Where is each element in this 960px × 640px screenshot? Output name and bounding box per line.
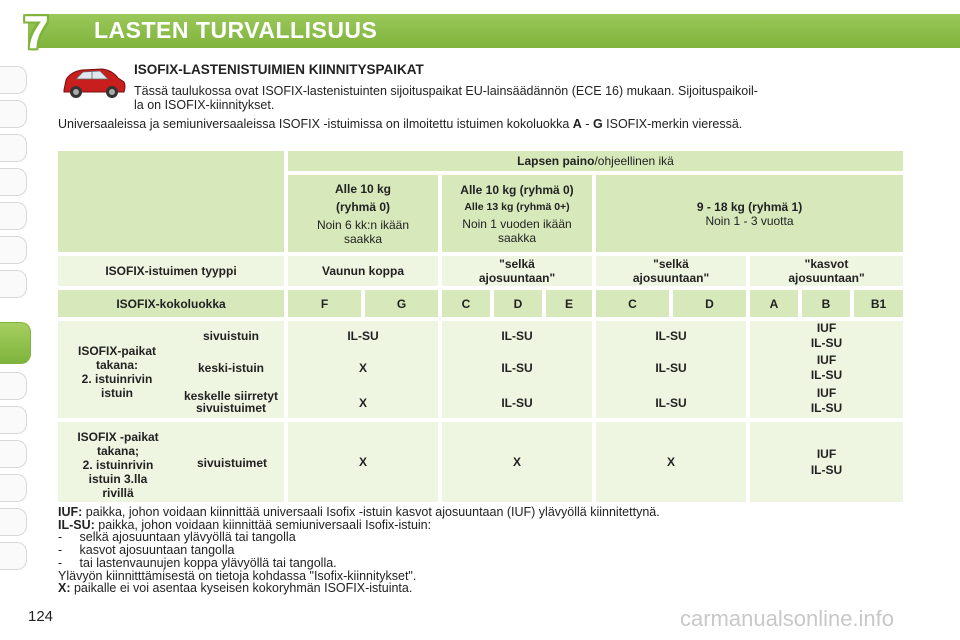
third-forward-iuf: IUF xyxy=(816,447,837,461)
third-row-label-l5: rivillä xyxy=(102,486,134,500)
size-class-note xyxy=(58,117,938,131)
seat-moved-side-l1: keskelle siirretyt xyxy=(183,389,279,403)
side-tab-6[interactable] xyxy=(0,236,27,264)
side-tab-10[interactable] xyxy=(0,406,27,434)
legend-x-text: paikalle ei voi asentaa kyseisen kokoryhmän ISOFIX-istuinta. xyxy=(70,581,413,596)
type-rear-facing-1-l1: "selkä xyxy=(499,257,535,271)
moved-rear1: IL-SU xyxy=(501,396,533,410)
size-class-label: ISOFIX-kokoluokka xyxy=(58,290,284,317)
moved-rear2: IL-SU xyxy=(655,396,687,410)
side-forward xyxy=(750,321,903,351)
size-c-1: C xyxy=(442,290,490,317)
middle-forward-ilsu: IL-SU xyxy=(810,368,843,382)
group-1-line4: saakka xyxy=(497,230,537,245)
size-e: E xyxy=(546,290,592,317)
third-row-label xyxy=(58,430,178,500)
group-2-line2: Noin 1 - 3 vuotta xyxy=(705,213,794,228)
side-tab-12[interactable] xyxy=(0,474,27,502)
watermark: carmanualsonline.info xyxy=(680,606,895,631)
section-title: ISOFIX-LASTENISTUIMIEN KIINNITYSPAIKAT xyxy=(134,62,424,77)
group-header-2 xyxy=(596,175,903,252)
legend-bullet-3: - tai lastenvaunujen koppa ylävyöllä tai tangolla. xyxy=(58,555,337,570)
middle-rear2: IL-SU xyxy=(655,361,687,375)
third-forward xyxy=(750,422,903,502)
middle-carrycot: X xyxy=(358,361,367,375)
legend-x-key: X: xyxy=(58,581,71,596)
legend-ilsu-key: IL-SU: xyxy=(58,517,95,532)
group-1-line2: Alle 13 kg (ryhmä 0+) xyxy=(464,200,570,213)
side-forward-ilsu: IL-SU xyxy=(810,336,843,350)
page-number: 124 xyxy=(28,608,54,625)
third-row-label-l3: 2. istuinrivin xyxy=(82,458,154,472)
type-carrycot: Vaunun koppa xyxy=(288,256,438,286)
weight-header xyxy=(288,151,903,171)
group-1-line1: Alle 10 kg (ryhmä 0) xyxy=(460,182,574,197)
moved-forward xyxy=(750,386,903,416)
size-d-1: D xyxy=(494,290,542,317)
intro-line-2: la on ISOFIX-kiinnitykset. xyxy=(134,98,275,112)
second-row-label-l2: takana: xyxy=(95,358,139,372)
legend xyxy=(58,506,938,595)
middle-forward-iuf: IUF xyxy=(816,353,837,367)
side-tab-9[interactable] xyxy=(0,372,27,400)
group-0-line2: (ryhmä 0) xyxy=(335,199,391,214)
size-c-2: C xyxy=(596,290,669,317)
group-0-line3: Noin 6 kk:n ikään xyxy=(316,217,410,232)
type-forward-facing-l1: "kasvot xyxy=(804,257,849,271)
size-class-g: G xyxy=(592,117,603,131)
third-row-label-l2: takana; xyxy=(96,444,140,458)
legend-bullet-1: - selkä ajosuuntaan ylävyöllä tai tangolla xyxy=(58,530,296,545)
side-tab-13[interactable] xyxy=(0,508,27,536)
side-tab-active[interactable] xyxy=(0,322,31,364)
group-1-line3: Noin 1 vuoden ikään xyxy=(462,216,572,231)
intro-text xyxy=(134,84,914,112)
side-rear1: IL-SU xyxy=(501,329,533,343)
side-tab-2[interactable] xyxy=(0,100,27,128)
weight-header-rest: /ohjeellinen ikä xyxy=(594,154,674,168)
size-note-dash: - xyxy=(581,117,593,131)
seat-moved-side xyxy=(178,390,284,414)
size-note-text-end: ISOFIX-merkin vieressä. xyxy=(602,117,743,131)
side-tab-5[interactable] xyxy=(0,202,27,230)
legend-iuf-key: IUF: xyxy=(58,505,83,519)
legend-note: Ylävyön kiinnitttämisestä on tietoja kohdassa "Isofix-kiinnitykset". xyxy=(58,568,417,583)
third-row-label-l4: istuin 3.lla xyxy=(88,472,148,486)
third-row-seat: sivuistuimet xyxy=(196,456,268,470)
middle-rear1: IL-SU xyxy=(501,361,533,375)
type-rear-facing-1 xyxy=(442,256,592,286)
size-a: A xyxy=(750,290,798,317)
group-0-line4: saakka xyxy=(343,231,383,246)
third-row-label-l1: ISOFIX -paikat xyxy=(77,430,159,444)
size-f: F xyxy=(288,290,361,317)
third-rear1: X xyxy=(442,422,592,502)
second-row-label-l4: istuin xyxy=(101,386,133,400)
table-corner xyxy=(58,151,284,252)
moved-forward-iuf: IUF xyxy=(816,386,837,400)
seat-type-label: ISOFIX-istuimen tyyppi xyxy=(58,256,284,286)
second-row-label xyxy=(58,344,176,400)
size-d-2: D xyxy=(673,290,746,317)
chapter-title: LASTEN TURVALLISUUS xyxy=(94,17,378,43)
side-tab-4[interactable] xyxy=(0,168,27,196)
group-header-1 xyxy=(442,175,592,252)
group-header-0 xyxy=(288,175,438,252)
type-rear-facing-2 xyxy=(596,256,746,286)
legend-iuf-text: paikka, johon voidaan kiinnittää universaali Isofix -istuin kasvot ajosuuntaan (IUF) ylävyöllä kiinnitettynä. xyxy=(82,505,660,519)
moved-forward-ilsu: IL-SU xyxy=(810,401,843,415)
legend-ilsu-text: paikka, johon voidaan kiinnittää semiuniversaali Isofix-istuin: xyxy=(94,517,432,532)
chapter-number: 7 xyxy=(23,6,49,58)
third-carrycot: X xyxy=(288,422,438,502)
side-carrycot: IL-SU xyxy=(347,329,379,343)
side-rear2: IL-SU xyxy=(655,329,687,343)
second-row-label-l1: ISOFIX-paikat xyxy=(77,344,157,358)
middle-forward xyxy=(750,353,903,383)
type-rear-facing-2-l1: "selkä xyxy=(653,257,689,271)
weight-header-bold: Lapsen paino xyxy=(517,154,595,168)
type-rear-facing-2-l2: ajosuuntaan" xyxy=(632,271,710,285)
side-tab-3[interactable] xyxy=(0,134,27,162)
legend-x xyxy=(58,582,938,595)
type-rear-facing-1-l2: ajosuuntaan" xyxy=(478,271,556,285)
size-g: G xyxy=(365,290,438,317)
side-tab-1[interactable] xyxy=(0,66,27,94)
intro-line-1: Tässä taulukossa ovat ISOFIX-lastenistuinten sijoituspaikat EU-lainsäädännön (ECE 16) mukaan. Sijoituspaikoil- xyxy=(134,84,758,98)
type-forward-facing xyxy=(750,256,903,286)
group-2-line1: 9 - 18 kg (ryhmä 1) xyxy=(696,199,803,214)
third-rear2: X xyxy=(596,422,746,502)
second-row-label-l3: 2. istuinrivin xyxy=(81,372,153,386)
size-note-text: Universaaleissa ja semiuniversaaleissa ISOFIX -istuimissa on ilmoitettu istuimen kokoluokka xyxy=(58,117,573,131)
side-tab-7[interactable] xyxy=(0,270,27,298)
seat-middle: keski-istuin xyxy=(197,361,265,375)
side-tab-11[interactable] xyxy=(0,440,27,468)
type-forward-facing-l2: ajosuuntaan" xyxy=(788,271,865,285)
group-0-line1: Alle 10 kg xyxy=(334,181,392,196)
car-icon xyxy=(58,62,128,102)
seat-side: sivuistuin xyxy=(202,329,259,343)
legend-bullet-2: - kasvot ajosuuntaan tangolla xyxy=(58,543,235,558)
third-forward-ilsu: IL-SU xyxy=(810,463,843,477)
size-b1: B1 xyxy=(854,290,903,317)
side-tab-14[interactable] xyxy=(0,542,27,570)
size-b: B xyxy=(802,290,850,317)
side-forward-iuf: IUF xyxy=(816,321,837,335)
moved-carrycot: X xyxy=(358,396,367,410)
size-class-a: A xyxy=(572,117,582,131)
seat-moved-side-l2: sivuistuimet xyxy=(195,401,267,415)
